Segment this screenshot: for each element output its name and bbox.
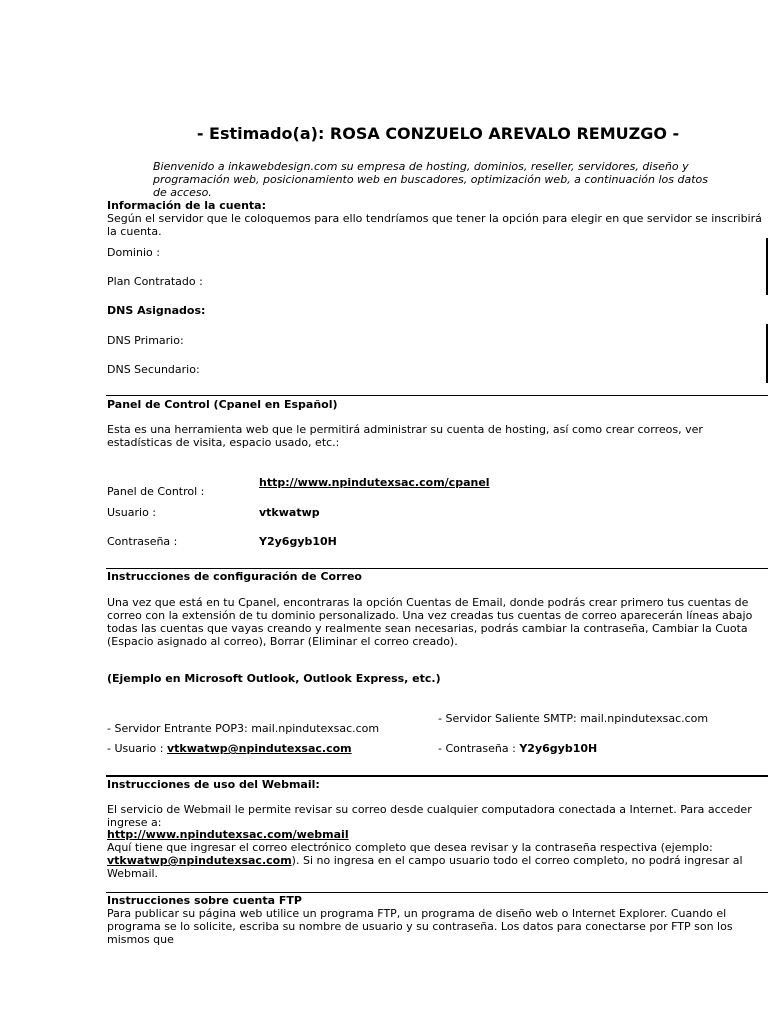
user-label: Usuario : [107,506,157,519]
webmail-url-link[interactable]: http://www.npindutexsac.com/webmail [107,828,349,841]
webmail-description: El servicio de Webmail le permite revisar su correo desde cualquier computadora conectada a Internet. Para acceder ingrese a: [107,803,752,829]
user-value: vtkwatwp [259,506,320,519]
divider [106,892,768,893]
webmail-note-text-end: ). Si no ingresa en el campo usuario todo el correo completo, no podrá ingresar al Webmail. [107,854,743,880]
plan-label: Plan Contratado : [107,275,203,288]
panel-label: Panel de Control : [107,485,205,498]
email-description: Una vez que está en tu Cpanel, encontraras la opción Cuentas de Email, donde podrás crear primero tus cuentas de correo con la extensión de tu dominio personalizado. Una vez creadas tus cuentas de correo aparecerán líneas abajo todas las cuentas que vayas creando y realmente sean necesarias, podrás cambiar la contraseña, Cambiar la Cuota (Espacio asignado al correo), Borrar (Eliminar el correo creado). [107,596,753,648]
email-password [438,742,597,755]
outgoing-server: - Servidor Saliente SMTP: mail.npindutexsac.com [438,712,709,725]
intro-text: Bienvenido a inkawebdesign.com su empresa de hosting, dominios, reseller, servidores, diseño y programación web, posicionamiento web en buscadores, optimización web, a continuación los datos de acceso. [153,160,709,199]
email-user-prefix: - Usuario : [107,742,164,755]
page-title: - Estimado(a): ROSA CONZUELO AREVALO REMUZGO - [196,124,680,143]
password-value: Y2y6gyb10H [259,535,337,548]
email-password-prefix: - Contraseña : [438,742,516,755]
email-heading: Instrucciones de configuración de Correo [107,570,362,583]
cpanel-heading: Panel de Control (Cpanel en Español) [107,398,338,411]
email-password-value: Y2y6gyb10H [519,742,598,755]
webmail-heading: Instrucciones de uso del Webmail: [107,778,320,791]
webmail-note-email-link[interactable]: vtkwatwp@npindutexsac.com [107,854,292,867]
cpanel-description: Esta es una herramienta web que le permitirá administrar su cuenta de hosting, así como crear correos, ver estadísticas de visita, espacio usado, etc.: [107,423,703,449]
dns-secondary-label: DNS Secundario: [107,363,200,376]
incoming-server: - Servidor Entrante POP3: mail.npindutexsac.com [107,722,380,735]
email-user [107,742,352,755]
ftp-description: Para publicar su página web utilice un programa FTP, un programa de diseño web o Internet Explorer. Cuando el programa se lo solicite, escriba su nombre de usuario y su contraseña. Los datos para conectarse por FTP son los mismos que [107,907,733,946]
password-label: Contraseña : [107,535,178,548]
divider [106,568,768,569]
divider [106,775,768,777]
divider [106,395,768,396]
email-example: (Ejemplo en Microsoft Outlook, Outlook Express, etc.) [107,672,441,685]
dns-primary-label: DNS Primario: [107,334,184,347]
domain-label: Dominio : [107,246,160,259]
ftp-heading: Instrucciones sobre cuenta FTP [107,894,302,907]
account-heading: Información de la cuenta: [107,199,266,212]
cpanel-url-link[interactable]: http://www.npindutexsac.com/cpanel [259,476,490,489]
email-user-link[interactable]: vtkwatwp@npindutexsac.com [166,742,352,755]
webmail-note-text: Aquí tiene que ingresar el correo electrónico completo que desea revisar y la contraseña respectiva (ejemplo: [107,841,713,854]
dns-heading: DNS Asignados: [107,304,206,317]
account-description: Según el servidor que le coloquemos para ello tendríamos que tener la opción para elegir en que servidor se inscribirá la cuenta. [107,212,762,238]
webmail-note [107,841,768,880]
